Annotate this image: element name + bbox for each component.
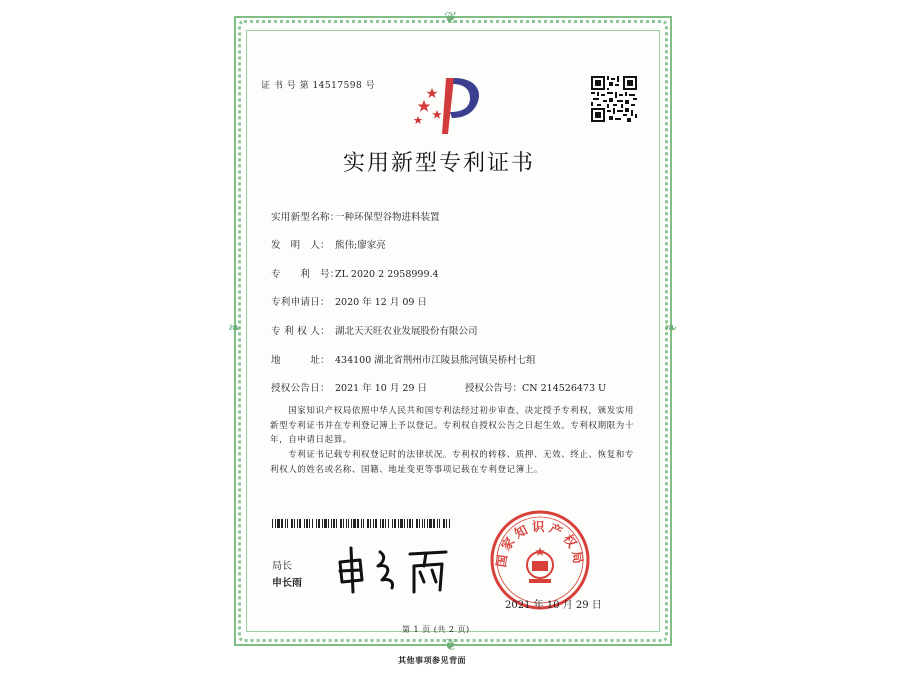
field-inventor: [271, 237, 386, 251]
barcode-bar: [299, 519, 301, 528]
field-value: 湖北天天旺农业发展股份有限公司: [335, 326, 478, 337]
paragraph-line: 国家知识产权局依照中华人民共和国专利法经过初步审查，决定授予专利权，颁发实用: [270, 406, 635, 416]
left-ornament-icon: ❧: [228, 318, 242, 337]
field-label: 专利申请日：: [271, 297, 330, 308]
barcode-bar: [285, 519, 286, 528]
barcode-bar: [348, 519, 349, 528]
barcode: [272, 519, 450, 528]
barcode-bar: [392, 519, 393, 528]
barcode-bar: [346, 519, 347, 528]
barcode-bar: [433, 519, 435, 528]
barcode-bar: [306, 519, 308, 528]
barcode-bar: [416, 519, 418, 528]
paragraph-line: 专利证书记载专利权登记时的法律状况。专利权的转移、质押、无效、终止、恢复和专: [270, 450, 635, 460]
field-value: 熊伟;廖家亮: [335, 240, 386, 251]
barcode-bar: [439, 519, 440, 528]
director-title: 局长: [272, 561, 292, 572]
barcode-bar: [336, 519, 337, 528]
barcode-bar: [443, 519, 445, 528]
field-patent-number: [271, 266, 439, 280]
field-label: 地 址：: [271, 355, 330, 366]
barcode-bar: [287, 519, 288, 528]
barcode-bar: [375, 519, 377, 528]
back-note: 其他事项参见背面: [398, 655, 466, 665]
barcode-bar: [324, 519, 327, 528]
barcode-bar: [275, 519, 276, 528]
director-name: 申长雨: [272, 578, 302, 589]
barcode-bar: [361, 519, 362, 528]
barcode-bar: [297, 519, 298, 528]
barcode-bar: [277, 519, 280, 528]
seal-text: 国家知识产权局: [493, 519, 587, 569]
barcode-bar: [449, 519, 450, 528]
barcode-bar: [412, 519, 413, 528]
field-label: 授权公告日：: [271, 383, 330, 394]
barcode-bar: [351, 519, 352, 528]
barcode-bar: [380, 519, 381, 528]
paragraph-line: 利权人的姓名或名称、国籍、地址变更等事项记载在专利登记簿上。: [270, 464, 544, 475]
barcode-bar: [304, 519, 305, 528]
barcode-bar: [322, 519, 323, 528]
field-value: 2021 年 10 月 29 日: [335, 383, 427, 394]
barcode-bar: [385, 519, 386, 528]
field-value: 434100 湖北省荆州市江陵县熊河镇吴桥村七组: [335, 355, 536, 366]
barcode-bar: [446, 519, 447, 528]
field-utility-model-name: [271, 209, 440, 223]
barcode-bar: [370, 519, 371, 528]
barcode-bar: [357, 519, 359, 528]
field-value: 一种环保型谷物进料装置: [335, 212, 440, 223]
barcode-bar: [388, 519, 389, 528]
paragraph-line: 年，自申请日起算。: [270, 435, 352, 445]
barcode-bar: [340, 519, 342, 528]
right-ornament-icon: ❧: [664, 318, 678, 337]
field-patentee: [271, 323, 478, 337]
barcode-bar: [394, 519, 396, 528]
barcode-bar: [312, 519, 313, 528]
barcode-bar: [309, 519, 310, 528]
barcode-bar: [367, 519, 369, 528]
barcode-bar: [424, 519, 425, 528]
barcode-bar: [328, 519, 329, 528]
field-address: [271, 352, 536, 366]
field-value: 2020 年 12 月 09 日: [335, 297, 427, 308]
qr-code: [591, 76, 637, 122]
director-signature: [334, 540, 454, 596]
paragraph-line: 新型专利证书并在专利登记簿上予以登记。专利权自授权公告之日起生效。专利权期限为十: [270, 420, 635, 431]
field-label: 实用新型名称：: [271, 212, 340, 223]
paragraph-legal-status: [270, 448, 634, 477]
barcode-bar: [400, 519, 403, 528]
top-ornament-icon: ❦: [444, 8, 458, 27]
field-label: 发 明 人：: [271, 240, 330, 251]
barcode-bar: [353, 519, 356, 528]
barcode-bar: [343, 519, 344, 528]
seal-date: 2021 年 10 月 29 日: [505, 600, 602, 611]
field-label: 专 利 权 人：: [271, 326, 330, 337]
barcode-bar: [333, 519, 335, 528]
barcode-bar: [373, 519, 374, 528]
certificate-title: 实用新型专利证书: [343, 151, 536, 176]
barcode-bar: [318, 519, 320, 528]
barcode-bar: [422, 519, 423, 528]
field-label: 授权公告号：: [465, 383, 523, 394]
barcode-bar: [429, 519, 432, 528]
field-application-date: [271, 294, 427, 308]
barcode-bar: [316, 519, 317, 528]
certificate-number: 证 书 号 第 14517598 号: [261, 81, 376, 91]
barcode-bar: [437, 519, 438, 528]
bottom-ornament-icon: ❦: [444, 635, 458, 654]
field-value: CN 214526473 U: [522, 383, 607, 394]
barcode-bar: [363, 519, 364, 528]
barcode-bar: [331, 519, 332, 528]
barcode-bar: [291, 519, 293, 528]
paragraph-grant-statement: [270, 404, 634, 448]
barcode-bar: [281, 519, 283, 528]
field-grant-date: [271, 380, 606, 394]
barcode-bar: [294, 519, 295, 528]
barcode-bar: [409, 519, 411, 528]
page-number: 第 1 页 (共 2 页): [402, 625, 470, 634]
patent-office-logo: [410, 72, 490, 140]
barcode-bar: [382, 519, 384, 528]
barcode-bar: [404, 519, 405, 528]
barcode-bar: [427, 519, 428, 528]
barcode-bar: [398, 519, 399, 528]
field-label: 专 利 号：: [271, 269, 340, 280]
field-value: ZL 2020 2 2958999.4: [335, 269, 439, 280]
barcode-bar: [419, 519, 420, 528]
barcode-bar: [407, 519, 408, 528]
barcode-bar: [272, 519, 273, 528]
